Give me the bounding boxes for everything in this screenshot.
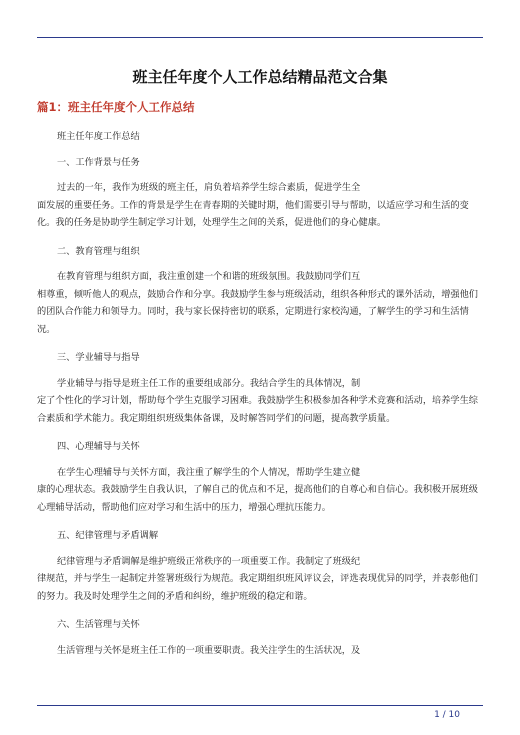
paragraph-first-line: 学业辅导与指导是班主任工作的重要组成部分。我结合学生的具体情况，制 bbox=[57, 377, 361, 389]
document-body bbox=[37, 128, 483, 659]
page-number: 1 / 10 bbox=[434, 710, 460, 720]
section-heading: 篇1：班主任年度个人工作总结 bbox=[37, 100, 195, 114]
paragraph-rest: 律规范，并与学生一起制定并签署班级行为规范。我定期组织班风评议会，评选表现优异的同学，并表彰他们的努力。我及时处理学生之间的矛盾和纠纷，维护班级的稳定和谐。 bbox=[37, 573, 478, 602]
paragraph-rest: 康的心理状态。我鼓励学生自我认识，了解自己的优点和不足，提高他们的自尊心和自信心。我积极开展班级心理辅导活动，帮助他们应对学习和生活中的压力，增强心理抗压能力。 bbox=[37, 484, 478, 513]
paragraph-first-line: 在教育管理与组织方面，我注重创建一个和谐的班级氛围。我鼓励同学们互 bbox=[57, 271, 361, 282]
bottom-rule bbox=[37, 705, 483, 706]
section-4-paragraph bbox=[37, 464, 483, 517]
paragraph-rest: 定了个性化的学习计划，帮助每个学生克服学习困难。我鼓励学生积极参加各种学术竞赛和活动，培养学生综合素质和学术能力。我定期组织班级集体备课，及时解答同学们的问题，提高教学质量。 bbox=[37, 395, 478, 424]
top-rule bbox=[37, 37, 483, 38]
section-5-paragraph bbox=[37, 553, 483, 606]
section-6-paragraph bbox=[37, 642, 483, 660]
paragraph-rest: 相尊重，倾听他人的观点，鼓励合作和分享。我鼓励学生参与班级活动，组织各种形式的课外活动，增强他们的团队合作能力和领导力。同时，我与家长保持密切的联系，定期进行家校沟通，了解学生的学习和生活情况。 bbox=[37, 288, 478, 335]
section-6-heading: 六、生活管理与关怀 bbox=[57, 619, 140, 630]
paragraph-first-line: 过去的一年，我作为班级的班主任，肩负着培养学生综合素质，促进学生全 bbox=[57, 182, 361, 193]
paragraph-first-line: 生活管理与关怀是班主任工作的一项重要职责。我关注学生的生活状况，及 bbox=[57, 644, 361, 656]
section-5-heading: 五、纪律管理与矛盾调解 bbox=[57, 530, 159, 541]
paragraph-rest: 面发展的重要任务。工作的背景是学生在青春期的关键时期，他们需要引导与帮助，以适应学习和生活的变化。我的任务是协助学生制定学习计划，处理学生之间的关系，促进他们的身心健康。 bbox=[37, 199, 469, 228]
section-1-heading: 一、工作背景与任务 bbox=[57, 156, 140, 168]
paragraph-first-line: 纪律管理与矛盾调解是维护班级正常秩序的一项重要工作。我制定了班级纪 bbox=[57, 555, 361, 567]
section-2-heading: 二、教育管理与组织 bbox=[57, 245, 140, 257]
section-2-paragraph bbox=[37, 268, 483, 338]
paragraph-first-line: 在学生心理辅导与关怀方面，我注重了解学生的个人情况，帮助学生建立健 bbox=[57, 466, 361, 478]
section-3-paragraph bbox=[37, 375, 483, 428]
section-3-heading: 三、学业辅导与指导 bbox=[57, 352, 140, 363]
section-1-paragraph bbox=[37, 179, 483, 232]
page-title: 班主任年度个人工作总结精品范文合集 bbox=[132, 68, 388, 86]
subtitle: 班主任年度工作总结 bbox=[57, 131, 140, 142]
section-4-heading: 四、心理辅导与关怀 bbox=[57, 441, 140, 452]
